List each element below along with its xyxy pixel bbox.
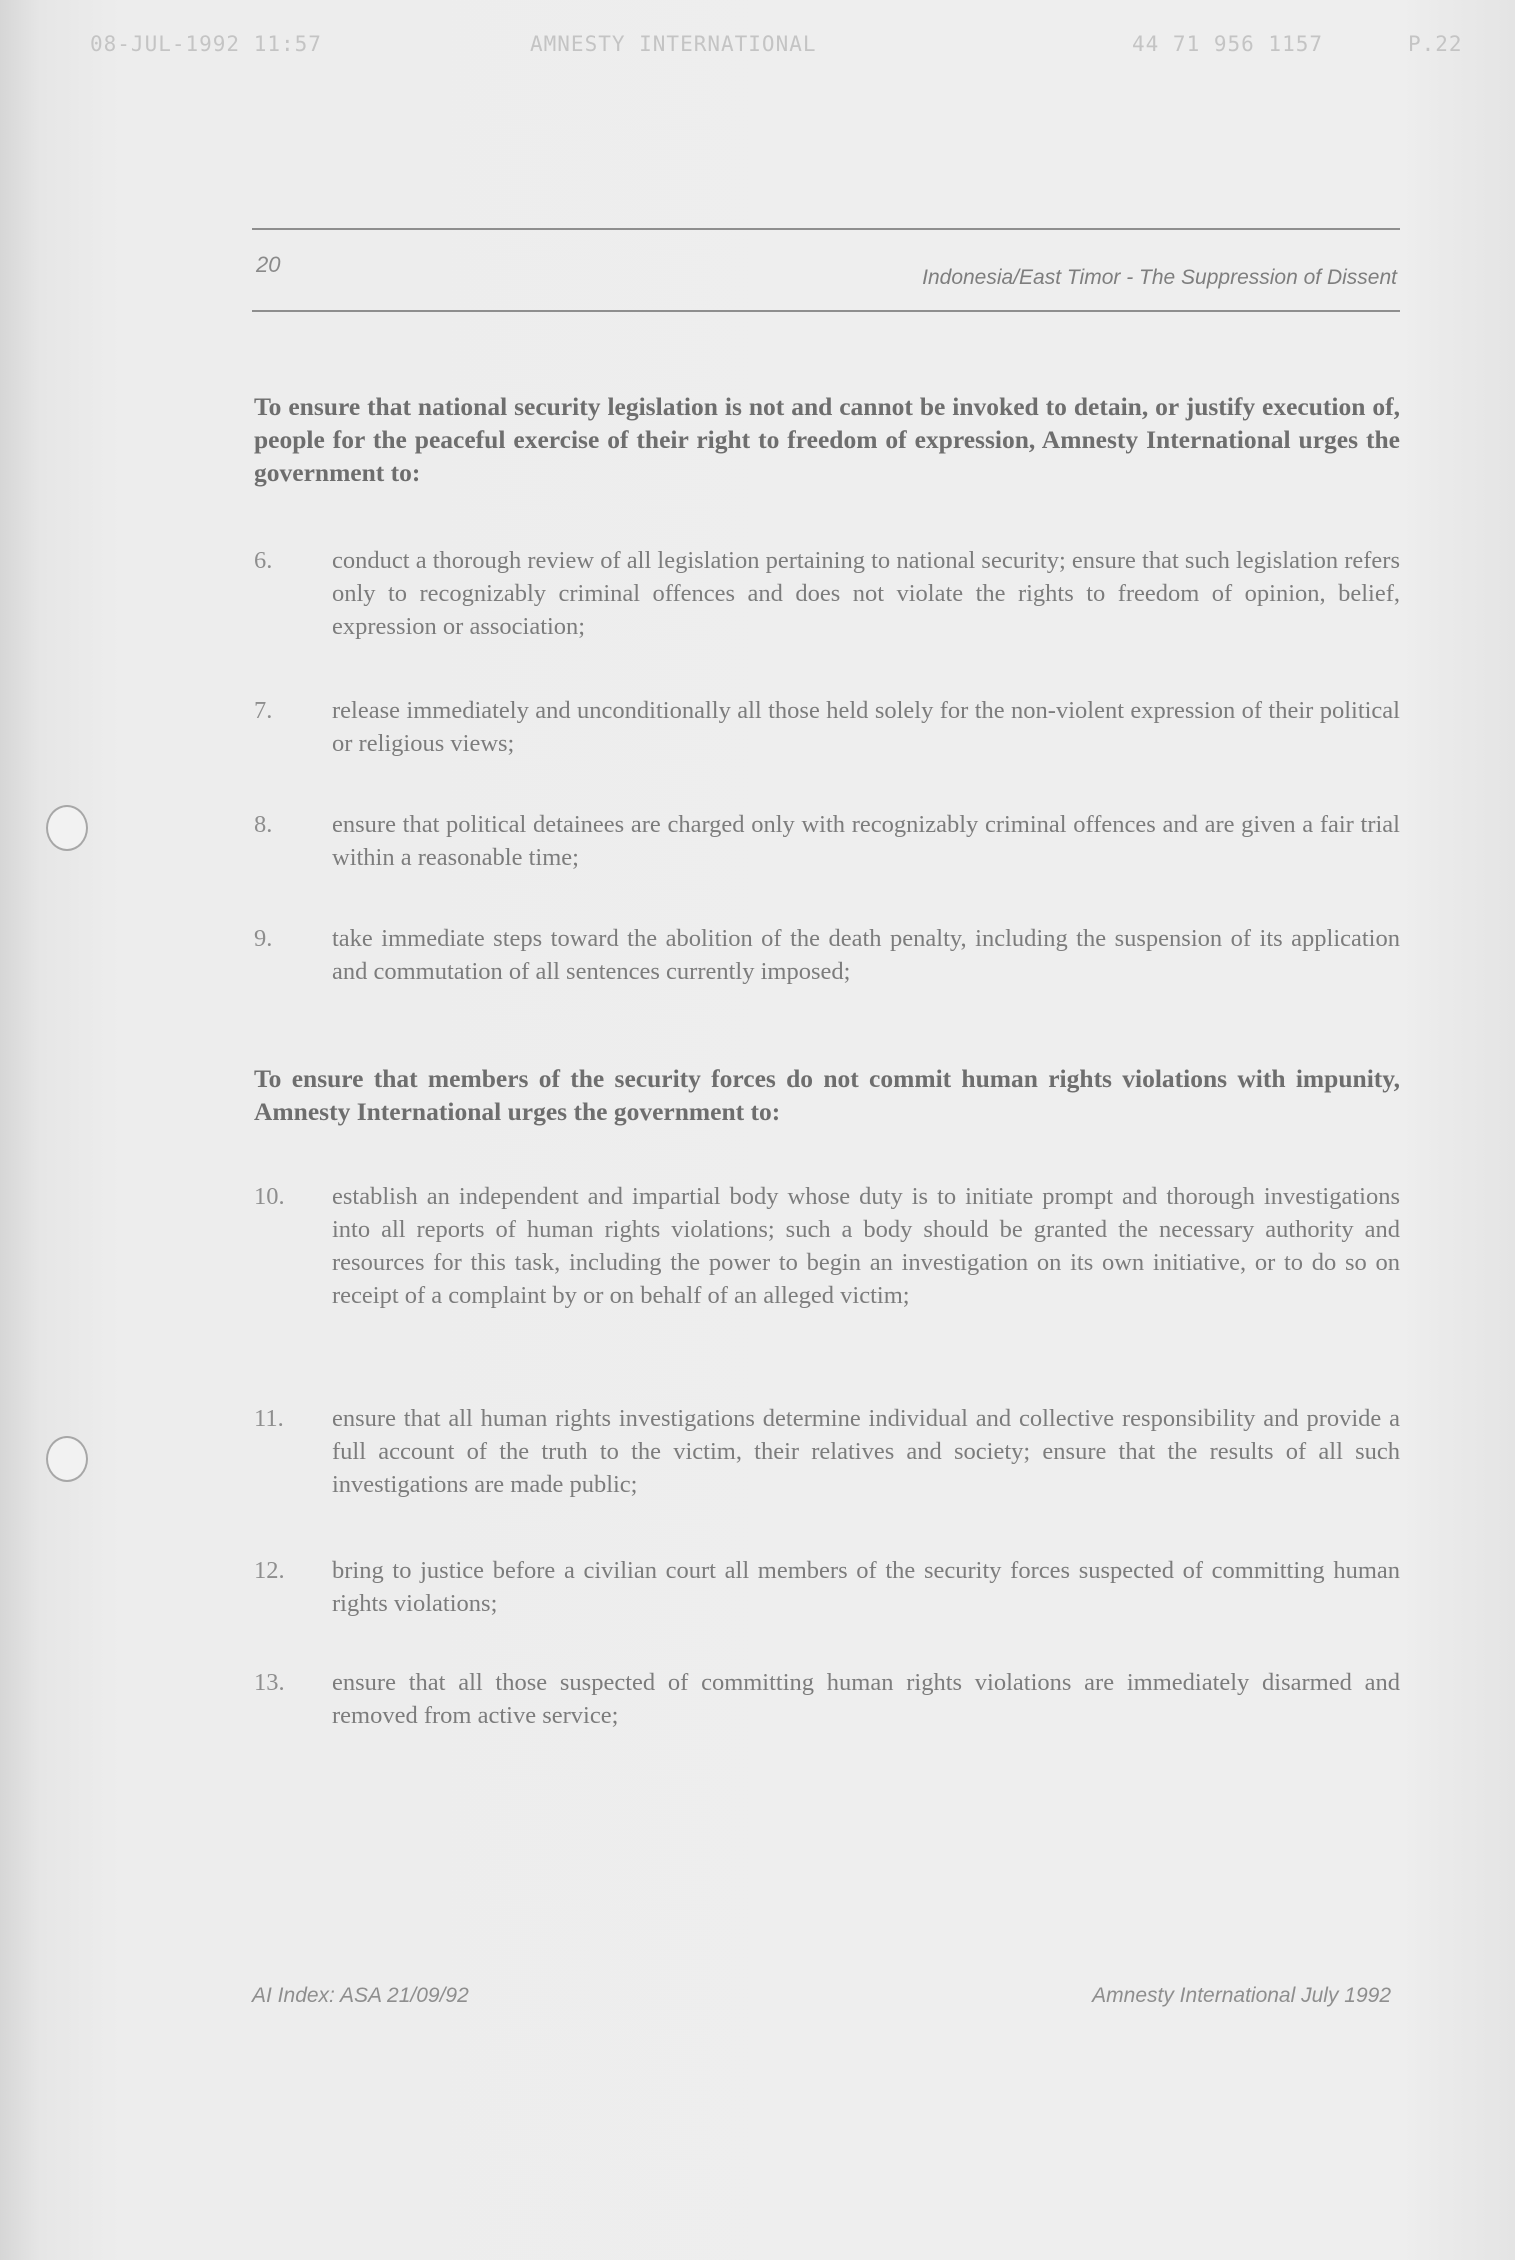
punch-hole <box>46 805 88 851</box>
item-number: 10. <box>254 1183 285 1210</box>
item-number: 8. <box>254 811 273 838</box>
list-item <box>254 694 1400 760</box>
item-number: 12. <box>254 1557 285 1584</box>
list-item <box>254 1554 1400 1620</box>
fax-page: P.22 <box>1408 32 1463 56</box>
item-text: ensure that all human rights investigations determine individual and collective responsibility and provide a full account of the truth to the victim, their relatives and society; ensure that the results of all such investigations are made public; <box>332 1405 1400 1498</box>
fax-transmission-header <box>90 26 1490 66</box>
item-text: ensure that all those suspected of committing human rights violations are immediately disarmed and removed from active service; <box>332 1669 1400 1729</box>
item-text: conduct a thorough review of all legislation pertaining to national security; ensure that such legislation refers only to recognizably criminal offences and does not violate the rights to freedom of opinion, belief, expression or association; <box>332 547 1400 640</box>
item-number: 9. <box>254 925 273 952</box>
item-text: take immediate steps toward the abolition of the death penalty, including the suspension of its application and commutation of all sentences currently imposed; <box>332 925 1400 985</box>
item-number: 6. <box>254 547 273 574</box>
item-text: bring to justice before a civilian court all members of the security forces suspected of committing human rights violations; <box>332 1557 1400 1617</box>
section-intro: To ensure that national security legislation is not and cannot be invoked to detain, or justify execution of, people for the peaceful exercise of their right to freedom of expression, Amnesty International urges the government to: <box>254 392 1400 487</box>
header-rule-top <box>252 228 1400 230</box>
fax-date-time: 08-JUL-1992 11:57 <box>90 32 322 56</box>
item-number: 7. <box>254 697 273 724</box>
fax-sender: AMNESTY INTERNATIONAL <box>530 32 817 56</box>
punch-hole <box>46 1436 88 1482</box>
footer-index: AI Index: ASA 21/09/92 <box>252 1984 469 2007</box>
section-intro: To ensure that members of the security forces do not commit human rights violations with impunity, Amnesty International urges the government to: <box>254 1064 1400 1126</box>
item-text: release immediately and unconditionally all those held solely for the non-violent expression of their political or religious views; <box>332 697 1400 757</box>
list-item <box>254 808 1400 874</box>
list-item <box>254 544 1400 643</box>
header-rule-bottom <box>252 310 1400 312</box>
page-number: 20 <box>256 252 281 277</box>
footer-publisher: Amnesty International July 1992 <box>1092 1984 1391 2007</box>
item-text: ensure that political detainees are charged only with recognizably criminal offences and are given a fair trial within a reasonable time; <box>332 811 1400 871</box>
list-item <box>254 922 1400 988</box>
running-title: Indonesia/East Timor - The Suppression of Dissent <box>922 266 1397 289</box>
list-item <box>254 1666 1400 1732</box>
fax-number: 44 71 956 1157 <box>1132 32 1324 56</box>
list-item <box>254 1180 1400 1312</box>
item-text: establish an independent and impartial body whose duty is to initiate prompt and thorough investigations into all reports of human rights violations; such a body should be granted the necessary authority and resources for this task, including the power to begin an investigation on its own initiative, or to do so on receipt of a complaint by or on behalf of an alleged victim; <box>332 1183 1400 1309</box>
list-item <box>254 1402 1400 1501</box>
item-number: 13. <box>254 1669 285 1696</box>
item-number: 11. <box>254 1405 284 1432</box>
